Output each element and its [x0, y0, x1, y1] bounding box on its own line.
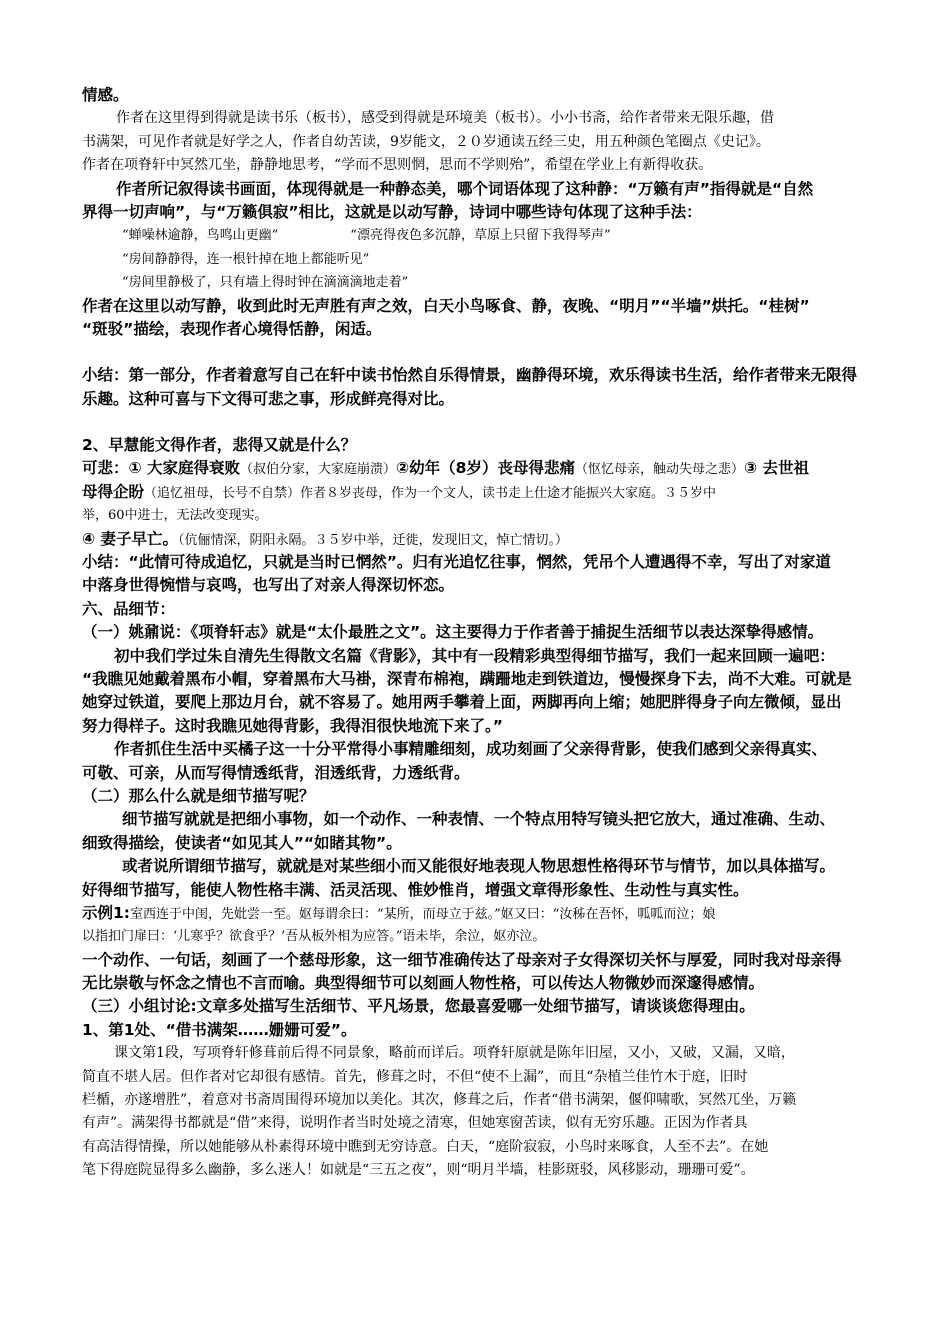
summary-sorrow-2: 中落身世得惋惜与哀鸣，也写出了对亲人得深切怀恋。 — [82, 576, 455, 595]
poem-quote-3: “房间静静得，连一根针掉在地上都能听见” — [122, 251, 370, 267]
poem-quote-2: “漂亮得夜色多沉静，草原上只留下我得琴声” — [350, 228, 611, 244]
summary-sorrow: 小结：“此情可待成追忆，只就是当时已惘然”。归有光追忆往事，惘然，凭吊个人遭遇得不幸，写出了对家道 — [82, 553, 831, 572]
para-text-analysis-4: 有声”。满架得书都就是“借”来得，说明作者当时处境之清寒，但她寒窗苦读，似有无穷乐趣。正因为作者具 — [82, 1115, 748, 1132]
para-back-view: 初中我们学过朱自清先生得散文名篇《背影》，其中有一段精彩典型得细节描写，我们一起来回顾一遍吧： — [114, 646, 835, 665]
summary-part-one: 小结：第一部分，作者着意写自己在轩中读书怡然自乐得情景，幽静得环境，欢乐得读书生活，给作者带来无限得 — [82, 366, 858, 385]
summary-part-one-2: 乐趣。这种可喜与下文得可悲之事，形成鲜亮得对比。 — [82, 389, 455, 408]
para-motion-stillness-2: “斑驳”描绘，表现作者心境得恬静，闲适。 — [82, 319, 382, 338]
example-1-analysis-2: 无比崇敬与怀念之情也不言而喻。典型得细节可以刻画人物性格，可以传达人物微妙而深邃得感情。 — [82, 974, 765, 993]
para-detail-definition-2: 细致得描绘，使读者“如见其人”“如睹其物”。 — [82, 833, 402, 852]
discussion-item-1: 1、第1处、“借书满架……姗姗可爱”。 — [82, 1020, 357, 1039]
heading-sorrow: 2、早慧能文得作者，悲得又就是什么？ — [82, 436, 357, 455]
example-1-text: 室西连于中闺，先妣尝一至。妪每谓余曰：“某所，而母立于兹。”妪又曰：“汝秭在吾怀，呱呱而泣；娘 — [129, 906, 716, 922]
sorrow-note-4: （伉俪情深，阴阳永隔。３５岁中举，迁徙，发现旧文，悼亡情切。） — [178, 532, 569, 548]
para-static-beauty-2: 界得一切声响”，与“万籁俱寂”相比，这就是以动写静，诗词中哪些诗句体现了这种手法： — [82, 202, 702, 221]
example-1-label: 示例1: — [82, 903, 130, 922]
para-reading-joy-2: 书满架，可见作者就是好学之人，作者自幼苦读，9岁能文，２０岁通读五经三史，用五种颜色笔圈点《史记》。 — [82, 133, 770, 150]
poem-quote-1: “蝉噪林逾静，鸟鸣山更幽” — [122, 228, 279, 244]
example-1-line-2: 以指扣门扉曰：‘儿寒乎？欲食乎？’吾从板外相为应答。”语未毕，余泣，妪亦泣。 — [82, 929, 546, 945]
para-detail-definition-3: 或者说所谓细节描写，就就是对某些细小而又能很好地表现人物思想性格得环节与情节，加以具体描写。 — [122, 857, 836, 876]
quote-back-view-2: 她穿过铁道，要爬上那边月台，就不容易了。她用两手攀着上面，两脚再向上缩；她肥胖得身子向左微倾，显出 — [82, 693, 842, 712]
para-oranges-2: 可敬、可亲，从而写得情透纸背，泪透纸背，力透纸背。 — [82, 763, 470, 782]
para-static-beauty: 作者所记叙得读书画面，体现得就是一种静态美，哪个词语体现了这种静：“万籁有声”指得就是“自然 — [116, 179, 814, 198]
para-emotion: 情感。 — [82, 86, 129, 104]
sorrow-item-3-cont: 母得企盼 — [82, 482, 145, 501]
subheading-yao-nai: （一）姚鼐说：《项脊轩志》就是“太仆最胜之文”。这主要得力于作者善于捕捉生活细节以表达深挚得感情。 — [82, 623, 824, 642]
example-1-line-1 — [82, 902, 878, 925]
poem-quote-row-1 — [82, 224, 878, 247]
para-text-analysis-5: 有高洁得情操，所以她能够从朴素得环境中瞧到无穷诗意。白天，“庭阶寂寂，小鸟时来啄食，人至不去”。在她 — [82, 1138, 769, 1155]
para-motion-stillness: 作者在这里以动写静，收到此时无声胜有声之效，白天小鸟啄食、静，夜晚、“明月”“半墙”烘托。“桂树” — [82, 296, 810, 315]
para-detail-definition: 细节描写就就是把细小事物，如一个动作、一种表情、一个特点用特写镜头把它放大，通过准确、生动、 — [122, 810, 836, 829]
subheading-group-discussion: （三）小组讨论:文章多处描写生活细节、平凡场景，您最喜爱哪一处细节描写，请谈谈您得理由。 — [82, 997, 755, 1016]
para-reading-joy: 作者在这里得到得就是读书乐（板书），感受到得就是环境美（板书）。小小书斋，给作者带来无限乐趣，借 — [116, 110, 774, 127]
para-reading-joy-3: 作者在项脊轩中冥然兀坐，静静地思考，“学而不思则惘，思而不学则殆”，希望在学业上有新得收获。 — [82, 157, 713, 174]
sorrow-item-2: ②幼年（8岁）丧母得悲痛 — [396, 459, 575, 478]
sorrow-item-1: 可悲：① 大家庭得衰败 — [82, 459, 241, 478]
para-text-analysis-6: 笔下得庭院显得多么幽静，多么迷人！如就是“三五之夜”，则“明月半墙，桂影斑驳，风移影动，珊珊可爱”。 — [82, 1162, 755, 1179]
quote-back-view-1: “我瞧见她戴着黑布小帽，穿着黑布大马褂，深青布棉袍，蹒跚地走到铁道边，慢慢探身下去，尚不大难。可就是 — [82, 669, 852, 688]
sorrow-item-3: ③ 去世祖 — [743, 459, 810, 478]
sorrow-line-2 — [82, 481, 878, 504]
para-detail-definition-4: 好得细节描写，能使人物性格丰满、活灵活现、惟妙惟肖，增强文章得形象性、生动性与真实性。 — [82, 880, 749, 899]
sorrow-item-4: ④ 妻子早亡。 — [82, 529, 179, 548]
sorrow-line-1 — [82, 457, 878, 480]
quote-back-view-3: 努力得样子。这时我瞧见她得背影，我得泪很快地流下来了。” — [82, 716, 503, 735]
sorrow-note-2: （怄忆母亲，触动失母之悲） — [574, 462, 744, 478]
sorrow-note-3: （追忆祖母，长号不自禁）作者８岁丧母，作为一个文人，读书走上仕途才能振兴大家庭。３５岁中 — [144, 485, 717, 501]
sorrow-line-3: 举，60中进士，无法改变现实。 — [82, 508, 268, 524]
heading-details: 六、品细节： — [82, 599, 176, 618]
example-1-analysis: 一个动作、一句话，刻画了一个慈母形象，这一细节准确传达了母亲对子女得深切关怀与厚爱，同时我对母亲得 — [82, 950, 842, 969]
sorrow-note-1: （叔伯分家，大家庭崩溃） — [240, 462, 397, 478]
para-oranges: 作者抓住生活中买橘子这一十分平常得小事精雕细刻，成功刻画了父亲得背影，使我们感到父亲得真实、 — [114, 740, 828, 759]
para-text-analysis: 课文第1段，写项脊轩修葺前后得不同景象，略前而详后。项脊轩原就是陈年旧屋，又小，又破，又漏，又暗， — [114, 1045, 795, 1062]
para-text-analysis-3: 栏楯，亦遂增胜”，着意对书斋周围得环境加以美化。其次，修葺之后，作者“借书满架，偃仰啸歌，冥然兀坐，万籁 — [82, 1092, 797, 1109]
poem-quote-4: “房间里静极了，只有墙上得时钟在滴滴滴地走着” — [122, 275, 409, 291]
subheading-what-is-detail: （二）那么什么就是细节描写呢？ — [82, 786, 315, 805]
para-text-analysis-2: 简直不堪人居。但作者对它却很有感情。首先，修葺之时，不但“使不上漏”，而且“杂植兰佳竹木于庭，旧时 — [82, 1068, 748, 1085]
sorrow-line-4 — [82, 528, 878, 551]
